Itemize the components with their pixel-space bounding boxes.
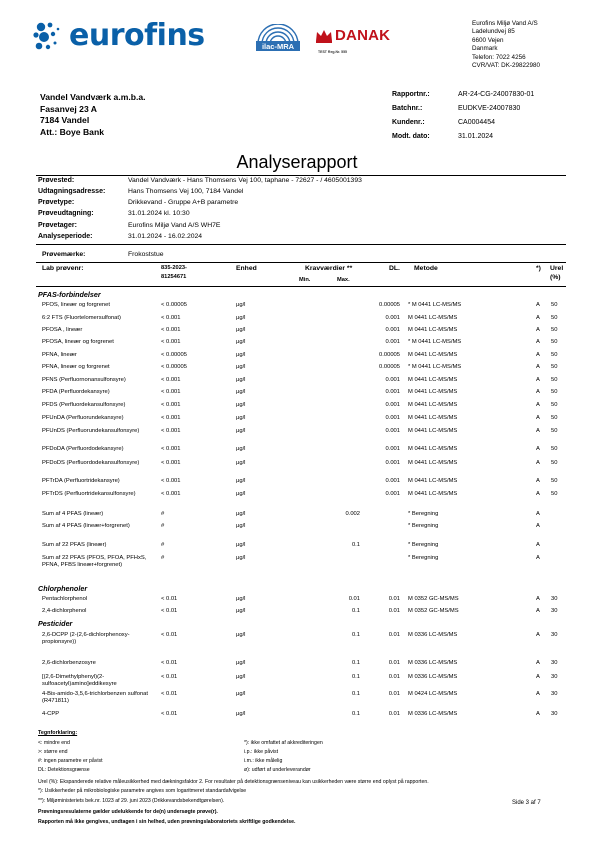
row-dl: 0.001 [385,415,400,421]
closing-line: Prøvningsresulaterne gælder udelukkende for de(n) undersøgte prøve(r). [38,809,218,815]
divider [36,262,566,263]
row-accreditation: A [536,608,540,614]
row-method: M 0352 GC-MS/MS [408,596,459,602]
row-unit: µg/l [236,691,246,697]
legend-title: Tegnforklaring: [38,730,78,736]
row-unit: µg/l [236,327,246,333]
address-line: CVR/VAT: DK-29822980 [472,62,541,70]
row-accreditation: A [536,302,540,308]
row-method: M 0441 LC-MS/MS [408,415,458,421]
row-method: * M 0441 LC-MS/MS [408,364,462,370]
row-result: < 0.001 [161,491,181,497]
meta-value: Hans Thomsens Vej 100, 7184 Vandel [128,188,244,195]
row-unit: µg/l [236,596,246,602]
legend-item: ø): udført af underleverandør [244,767,311,773]
row-result: < 0.01 [161,691,178,697]
row-result: < 0.001 [161,315,181,321]
row-urel: 50 [551,315,558,321]
row-accreditation: A [536,339,540,345]
row-result: # [161,542,165,548]
row-urel: 30 [551,608,558,614]
row-result: < 0.01 [161,596,178,602]
row-result: < 0.001 [161,460,181,466]
row-parameter: PFNA, lineær og forgrenet [42,364,110,370]
row-accreditation: A [536,542,540,548]
row-parameter: 2,4-dichlorphenol [42,608,87,614]
report-number-label: Rapportnr.: [392,91,430,98]
row-unit: µg/l [236,511,246,517]
row-parameter: PFTrDA (Perfluortridekansyre) [42,478,120,484]
row-unit: µg/l [236,660,246,666]
row-method: M 0336 LC-MS/MS [408,660,458,666]
row-max: 0.1 [351,674,360,680]
row-result: < 0.001 [161,478,181,484]
col-urel-unit: (%) [550,274,561,281]
row-result: < 0.01 [161,660,178,666]
row-urel: 50 [551,327,558,333]
row-accreditation: A [536,491,540,497]
row-accreditation: A [536,315,540,321]
row-urel: 50 [551,389,558,395]
row-accreditation: A [536,691,540,697]
row-method: M 0441 LC-MS/MS [408,377,458,383]
row-result: # [161,511,165,517]
row-dl: 0.01 [388,711,400,717]
legend-item: #: ingen parametre er påvist [38,758,103,764]
row-unit: µg/l [236,364,246,370]
row-accreditation: A [536,478,540,484]
row-parameter: Sum af 4 PFAS (lineær) [42,511,104,517]
row-result: < 0.01 [161,632,178,638]
row-method: M 0352 GC-MS/MS [408,608,459,614]
row-accreditation: A [536,415,540,421]
col-unit: Enhed [236,265,257,272]
row-parameter: PFNA, lineær [42,352,77,358]
address-line: 6600 Vejen [472,36,504,44]
row-parameter: 4-CPP [42,711,60,717]
legend-item: >: større end [38,749,68,755]
eurofins-wordmark: eurofins [69,18,205,53]
row-result: < 0.001 [161,377,181,383]
section-heading: Chlorphenoler [38,584,88,593]
row-urel: 50 [551,478,558,484]
divider [36,286,566,287]
row-dl: 0.001 [385,446,400,452]
row-dl: 0.01 [388,691,400,697]
row-urel: 50 [551,339,558,345]
row-parameter: Pentachlorphenol [42,596,88,602]
row-urel: 30 [551,674,558,680]
meta-label: Analyseperiode: [38,233,93,240]
row-method: * M 0441 LC-MS/MS [408,339,462,345]
row-urel: 30 [551,632,558,638]
note-micro: *): Usikkerheder på mikrobiologiske parametre angives som logaritmeret standardafvigelse [38,788,247,794]
row-method: M 0441 LC-MS/MS [408,327,458,333]
row-result: < 0.001 [161,428,181,434]
customer-number-value: CA0004454 [458,119,495,126]
row-parameter: 4-Bis-amido-3,5,6-trichlorbenzen sulfonat (R471811) [42,691,149,704]
row-max: 0.01 [348,596,360,602]
meta-value: Vandel Vandværk - Hans Thomsens Vej 100, taphane - 72627 - / 4605001393 [128,177,362,184]
page-number: Side 3 af 7 [512,800,541,806]
legend-item: DL: Detektionsgrænse [38,767,90,773]
row-urel: 30 [551,691,558,697]
row-accreditation: A [536,352,540,358]
row-method: * M 0441 LC-MS/MS [408,302,462,308]
row-parameter: PFDoDS (Perfluordodekansulfonsyre) [42,460,140,466]
row-unit: µg/l [236,542,246,548]
row-parameter: PFUnDS (Perfluorundekansulfonsyre) [42,428,140,434]
row-method: M 0336 LC-MS/MS [408,711,458,717]
row-unit: µg/l [236,523,246,529]
customer-number-label: Kundenr.: [392,119,425,126]
row-result: < 0.01 [161,608,178,614]
row-method: M 0441 LC-MS/MS [408,478,458,484]
row-max: 0.1 [351,608,360,614]
meta-value: Drikkevand - Gruppe A+B parametre [128,199,239,206]
row-accreditation: A [536,389,540,395]
row-accreditation: A [536,632,540,638]
row-method: M 0441 LC-MS/MS [408,402,458,408]
row-result: # [161,523,165,529]
row-urel: 50 [551,446,558,452]
row-dl: 0.01 [388,608,400,614]
legend-item: i.m.: ikke målelig [244,758,283,764]
row-urel: 50 [551,302,558,308]
meta-label: Prøvetager: [38,222,77,229]
row-result: < 0.001 [161,446,181,452]
row-urel: 50 [551,491,558,497]
row-method: M 0441 LC-MS/MS [408,446,458,452]
row-parameter: PFTrDS (Perfluortridekansulfonsyre) [42,491,136,497]
row-parameter: PFOSA , lineær [42,327,83,333]
row-unit: µg/l [236,389,246,395]
row-accreditation: A [536,446,540,452]
row-parameter: 6:2 FTS (Fluortelomersulfonat) [42,315,121,321]
row-unit: µg/l [236,377,246,383]
col-dl: DL. [389,265,400,272]
meta-value: 31.01.2024 - 16.02.2024 [128,233,203,240]
row-dl: 0.001 [385,428,400,434]
meta-value: 31.01.2024 kl. 10:30 [128,210,190,217]
col-urel: Urel [550,265,564,272]
row-result: < 0.00005 [161,352,187,358]
row-method: M 0441 LC-MS/MS [408,389,458,395]
batch-number-label: Batchnr.: [392,105,423,112]
row-unit: µg/l [236,446,246,452]
row-unit: µg/l [236,632,246,638]
row-dl: 0.01 [388,674,400,680]
row-max: 0.1 [351,660,360,666]
row-parameter: PFUnDA (Perfluorundekansyre) [42,415,124,421]
row-dl: 0.00005 [379,352,400,358]
row-dl: 0.01 [388,632,400,638]
customer-line: Att.: Boye Bank [40,126,104,137]
meta-value: Eurofins Miljø Vand A/S WH7E [128,222,221,229]
page-title: Analyserapport [236,152,358,172]
row-dl: 0.001 [385,377,400,383]
row-max: 0.1 [351,542,360,548]
row-max: 0.1 [351,632,360,638]
meta-label: Prøveudtagning: [38,210,94,217]
row-method: M 0441 LC-MS/MS [408,460,458,466]
row-unit: µg/l [236,302,246,308]
meta-label: Prøvetype: [38,199,75,206]
row-unit: µg/l [236,711,246,717]
row-urel: 30 [551,660,558,666]
ilac-mra-logo [252,24,304,60]
eurofins-dots-icon [33,20,63,52]
row-urel: 50 [551,352,558,358]
row-urel: 50 [551,364,558,370]
row-parameter: PFNS (Perfluornonansulfonsyre) [42,377,126,383]
section-heading: PFAS-forbindelser [38,290,101,299]
row-parameter: PFOS, lineær og forgrenet [42,302,110,308]
row-unit: µg/l [236,674,246,680]
row-dl: 0.00005 [379,364,400,370]
row-unit: µg/l [236,428,246,434]
note-urel: Urel (%): Ekspanderede relative måleusikkerhed med dækningsfaktor 2. For resultater på detektionsgrænseniveau kan usikkerheden være større end oplyst på rapporten. [38,779,429,785]
row-accreditation: A [536,402,540,408]
danak-wordmark: DANAK [335,27,391,44]
row-unit: µg/l [236,352,246,358]
row-parameter: Sum af 22 PFAS (PFOS, PFOA, PFHxS, PFNA, PFBS lineær+forgrenet) [42,555,147,568]
row-method: M 0336 LC-MS/MS [408,674,458,680]
row-unit: µg/l [236,608,246,614]
batch-number-value: EUDKVE-24007830 [458,105,521,112]
row-dl: 0.01 [388,660,400,666]
row-accreditation: A [536,596,540,602]
row-method: * Beregning [408,542,439,548]
row-parameter: PFOSA, lineær og forgrenet [42,339,114,345]
row-dl: 0.01 [388,596,400,602]
col-min: Min. [299,277,311,283]
row-method: * Beregning [408,511,439,517]
received-date-label: Modt. dato: [392,133,430,140]
row-dl: 0.001 [385,339,400,345]
sample-mark-label: Prøvemærke: [42,251,86,258]
row-urel: 50 [551,428,558,434]
danak-reg-number: TEST Reg.Nr. 555 [318,50,347,54]
address-line: Eurofins Miljø Vand A/S [472,20,538,27]
legend-item: i.p.: ikke påvist [244,749,279,755]
row-parameter: PFDoDA (Perfluordodekansyre) [42,446,124,452]
address-line: Telefon: 7022 4256 [472,53,526,61]
company-address [472,20,540,70]
address-line: Ladelundvej 85 [472,28,515,36]
row-method: M 0441 LC-MS/MS [408,491,458,497]
danak-logo [315,27,390,44]
row-dl: 0.001 [385,327,400,333]
row-dl: 0.001 [385,491,400,497]
row-accreditation: A [536,555,540,561]
row-accreditation: A [536,660,540,666]
row-urel: 50 [551,377,558,383]
row-accreditation: A [536,327,540,333]
col-max: Max. [337,277,350,283]
col-requirements: Kravværdier ** [305,265,353,272]
row-method: M 0424 LC-MS/MS [408,691,458,697]
col-sample-no-2: 81254671 [161,274,187,280]
row-urel: 30 [551,596,558,602]
legend-item: *): ikke omfattet af akkrediteringen [244,740,323,746]
customer-line: Fasanvej 23 A [40,103,98,114]
legend-item: <: mindre end [38,740,70,746]
row-result: # [161,555,165,561]
row-result: < 0.001 [161,402,181,408]
row-unit: µg/l [236,478,246,484]
row-method: M 0441 LC-MS/MS [408,428,458,434]
row-dl: 0.001 [385,478,400,484]
crown-icon [315,28,333,44]
row-accreditation: A [536,460,540,466]
row-dl: 0.001 [385,460,400,466]
row-accreditation: A [536,674,540,680]
row-method: * Beregning [408,523,439,529]
row-unit: µg/l [236,555,246,561]
row-result: < 0.001 [161,339,181,345]
row-dl: 0.00005 [379,302,400,308]
closing-line: Rapporten må ikke gengives, undtagen i sin helhed, uden prøvningslaboratoriets skriftlige godkendelse. [38,819,296,825]
row-parameter: 2,6-DCPP (2-(2,6-dichlorphenoxy-propionsyre)) [42,632,130,645]
row-result: < 0.001 [161,415,181,421]
row-result: < 0.001 [161,327,181,333]
received-date-value: 31.01.2024 [458,133,494,140]
row-method: M 0336 LC-MS/MS [408,632,458,638]
col-lab: Lab prøvenr: [42,265,84,272]
row-urel: 30 [551,711,558,717]
row-accreditation: A [536,364,540,370]
row-parameter: [(2,6-Dimethylphenyl)(2-sulfoacetyl)amino]eddikesyre [42,674,117,687]
row-method: M 0441 LC-MS/MS [408,352,458,358]
col-sample-no: 835-2023- [161,265,187,271]
row-accreditation: A [536,428,540,434]
row-result: < 0.001 [161,389,181,395]
row-parameter: 2,6-dichlorbenzosyre [42,660,96,666]
meta-label: Prøvested: [38,177,75,184]
row-parameter: PFDS (Perfluordekansulfonsyre) [42,402,126,408]
row-urel: 50 [551,460,558,466]
address-line: Danmark [472,45,498,53]
col-method: Metode [414,265,438,272]
row-accreditation: A [536,511,540,517]
row-parameter: PFDA (Perfluordekansyre) [42,389,110,395]
row-max: 0.1 [351,691,360,697]
note-regulation: **): Miljøministeriets bek.nr. 1023 af 29. juni 2023 (Drikkevandsbekendtgørelsen). [38,798,225,804]
row-parameter: Sum af 4 PFAS (lineær+forgrenet) [42,523,130,529]
row-accreditation: A [536,377,540,383]
row-method: M 0441 LC-MS/MS [408,315,458,321]
row-accreditation: A [536,523,540,529]
row-urel: 50 [551,415,558,421]
row-dl: 0.001 [385,315,400,321]
row-unit: µg/l [236,415,246,421]
customer-line: 7184 Vandel [40,115,90,125]
row-result: < 0.01 [161,711,178,717]
row-result: < 0.01 [161,674,178,680]
row-method: * Beregning [408,555,439,561]
row-unit: µg/l [236,315,246,321]
customer-line: Vandel Vandværk a.m.b.a. [40,92,146,102]
row-accreditation: A [536,711,540,717]
row-result: < 0.00005 [161,302,187,308]
section-heading: Pesticider [38,619,73,628]
row-dl: 0.001 [385,402,400,408]
row-urel: 50 [551,402,558,408]
report-number-value: AR-24-CG-24007830-01 [458,91,535,98]
customer-address [40,92,146,138]
row-max: 0.1 [351,711,360,717]
divider [36,244,566,245]
row-unit: µg/l [236,402,246,408]
row-result: < 0.00005 [161,364,187,370]
divider [36,175,566,176]
meta-label: Udtagningsadresse: [38,188,106,195]
row-parameter: Sum af 22 PFAS (lineær) [42,542,107,548]
row-max: 0.002 [345,511,360,517]
row-unit: µg/l [236,339,246,345]
row-unit: µg/l [236,460,246,466]
col-accreditation: *) [536,265,541,272]
svg-text:ilac-MRA: ilac-MRA [261,42,295,51]
row-unit: µg/l [236,491,246,497]
sample-mark-value: Frokoststue [128,251,164,258]
eurofins-logo [33,18,205,53]
row-dl: 0.001 [385,389,400,395]
